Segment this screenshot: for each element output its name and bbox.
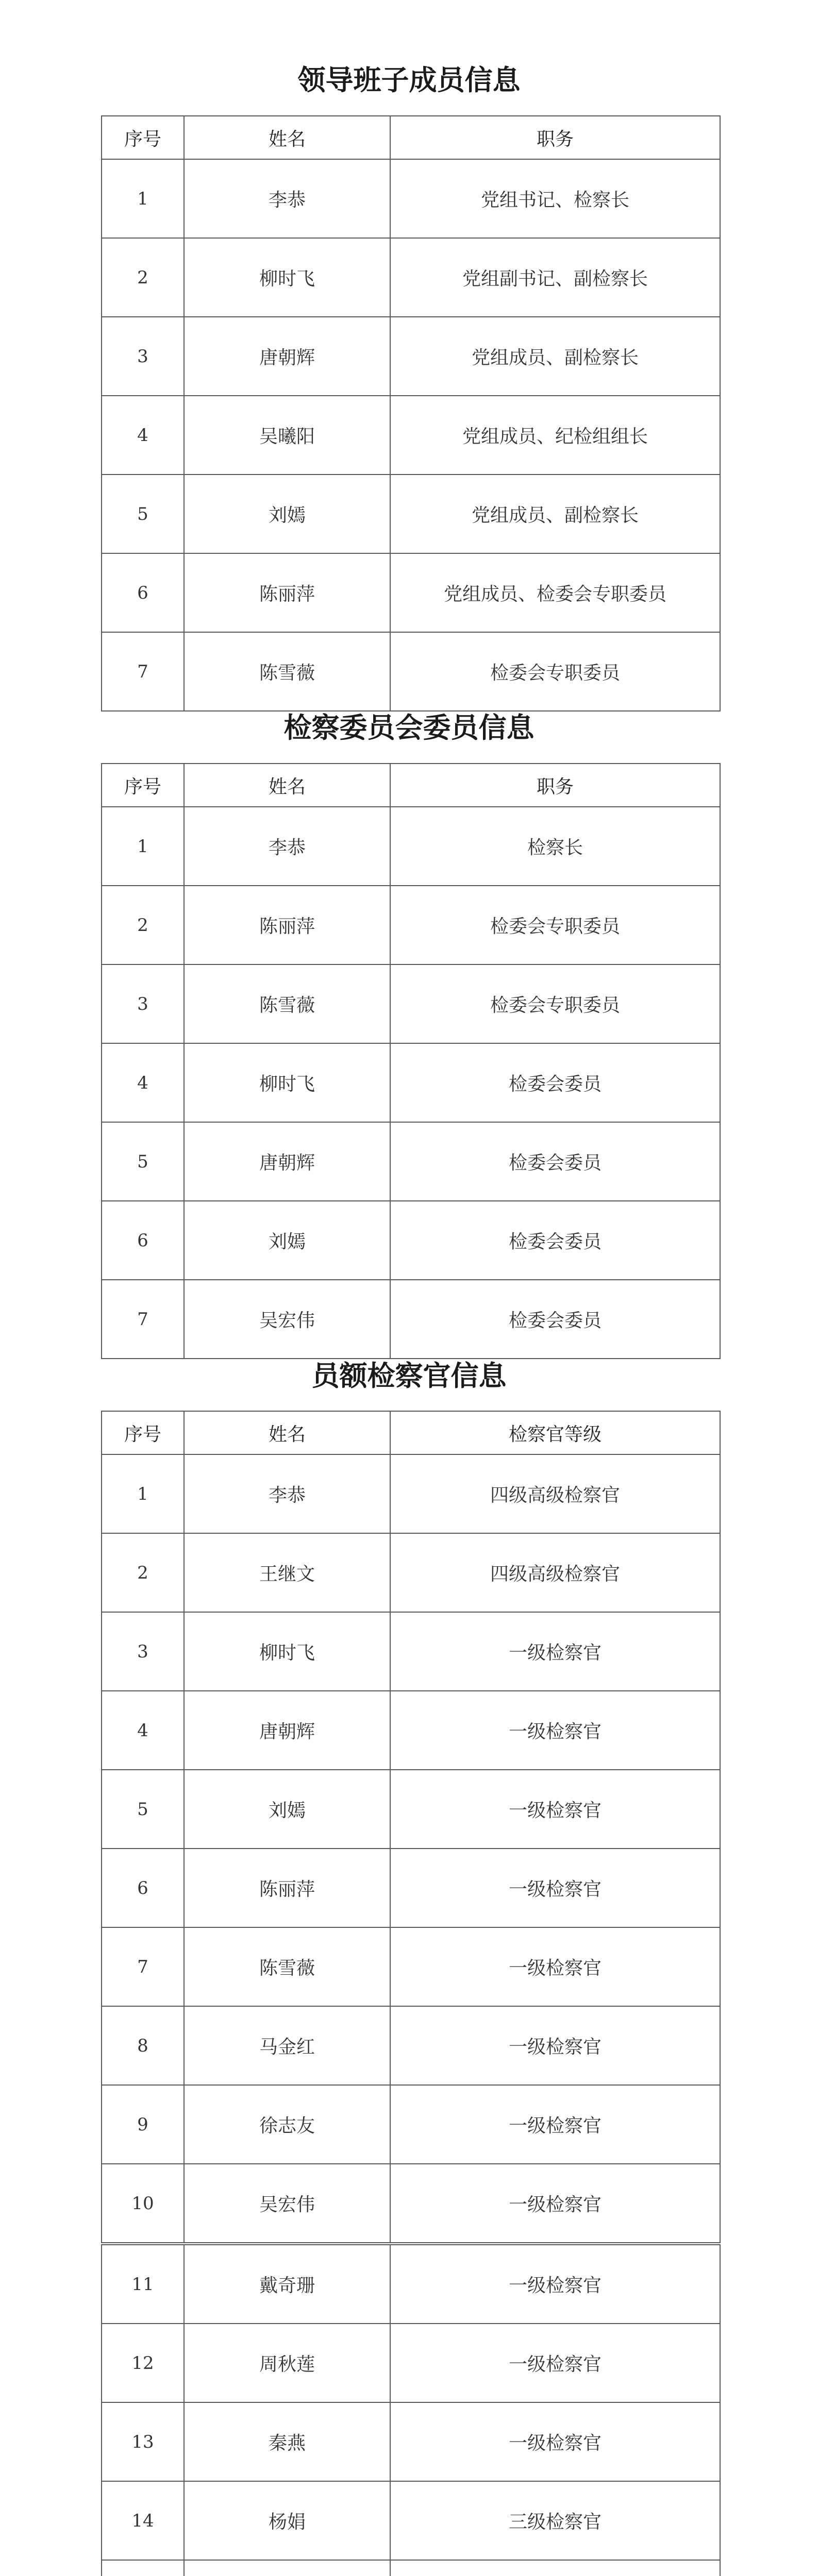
row-value: 党组成员、副检察长 [390,474,720,553]
header-grade: 检察官等级 [390,1411,720,1454]
row-name: 吴宏伟 [184,1280,390,1359]
row-value: 检委会委员 [390,1280,720,1359]
row-index: 9 [102,2085,184,2164]
section-title-prosecutors: 员额检察官信息 [311,1359,507,1392]
row-value: 检委会委员 [390,1043,720,1122]
table-row [102,1770,720,1849]
row-name: 马金红 [184,2006,390,2085]
row-index: 12 [102,2324,184,2402]
header-index: 序号 [102,764,184,807]
header-name: 姓名 [184,764,390,807]
table-row [102,2085,720,2164]
header-index: 序号 [102,116,184,159]
row-index: 7 [102,632,184,711]
table-row [102,1280,720,1359]
table-row [102,632,720,711]
row-value: 检委会委员 [390,1201,720,1280]
row-index: 3 [102,964,184,1043]
row-index: 14 [102,2481,184,2560]
row-name: 刘嫣 [184,474,390,553]
row-name: 陈雪薇 [184,632,390,711]
row-name: 李恭 [184,159,390,238]
row-index: 6 [102,1849,184,1927]
row-name: 吴宏伟 [184,2164,390,2244]
leadership-table [101,115,721,711]
row-value: 党组成员、检委会专职委员 [390,553,720,632]
row-index: 5 [102,1770,184,1849]
row-name: 陈雪薇 [184,1927,390,2006]
row-index: 7 [102,1280,184,1359]
row-value: 检委会专职委员 [390,964,720,1043]
row-value: 四级高级检察官 [390,1533,720,1612]
row-name: 徐志友 [184,2085,390,2164]
row-value: 党组书记、检察长 [390,159,720,238]
table-row [102,2244,720,2324]
row-value: 党组成员、纪检组组长 [390,396,720,474]
row-value: 一级检察官 [390,1927,720,2006]
table-row [102,474,720,553]
row-value: 检委会专职委员 [390,632,720,711]
table-row [102,1612,720,1691]
row-name: 陈丽萍 [184,886,390,964]
row-index: 7 [102,1927,184,2006]
prosecutors-table [101,1411,721,2576]
table-row [102,886,720,964]
row-index: 1 [102,807,184,886]
header-name: 姓名 [184,1411,390,1454]
section-title-committee: 检察委员会委员信息 [283,711,535,744]
row-name: 刘嫣 [184,1201,390,1280]
row-value: 一级检察官 [390,2085,720,2164]
row-value: 一级检察官 [390,2324,720,2402]
row-name: 吴曦阳 [184,396,390,474]
row-name: 周秋莲 [184,2324,390,2402]
row-name: 戴奇珊 [184,2244,390,2324]
row-name: 柳时飞 [184,1043,390,1122]
row-index: 1 [102,1454,184,1533]
row-value: 一级检察官 [390,2006,720,2085]
row-index: 3 [102,1612,184,1691]
row-value: 党组成员、副检察长 [390,317,720,396]
row-value: 四级高级检察官 [390,1454,720,1533]
table-row [102,1691,720,1770]
row-index: 1 [102,159,184,238]
row-value: 一级检察官 [390,2164,720,2244]
table-row [102,1201,720,1280]
header-position: 职务 [390,764,720,807]
row-index: 2 [102,886,184,964]
row-name: 李恭 [184,1454,390,1533]
row-name: 唐朝辉 [184,1691,390,1770]
table-header-row [102,764,720,807]
row-name: 王继文 [184,1533,390,1612]
row-index: 10 [102,2164,184,2244]
committee-table [101,763,721,1359]
row-name: 陈丽萍 [184,1849,390,1927]
row-index: 6 [102,1201,184,1280]
row-index: 13 [102,2402,184,2481]
table-row [102,396,720,474]
table-row [102,964,720,1043]
row-index: 2 [102,238,184,317]
table-header-row [102,1411,720,1454]
table-row [102,2324,720,2402]
table-row [102,238,720,317]
table-row [102,1927,720,2006]
row-name: 杨娟 [184,2481,390,2560]
table-row [102,1122,720,1201]
row-value: 一级检察官 [390,2244,720,2324]
row-name: 秦燕 [184,2402,390,2481]
header-name: 姓名 [184,116,390,159]
table-row [102,1533,720,1612]
row-index: 8 [102,2006,184,2085]
row-value: 一级检察官 [390,1691,720,1770]
row-value: 检察长 [390,807,720,886]
section-title-leadership: 领导班子成员信息 [297,63,521,96]
table-row [102,317,720,396]
table-row [102,807,720,886]
row-name: 陈雪薇 [184,964,390,1043]
row-index: 3 [102,317,184,396]
table-row [102,1454,720,1533]
row-value: 一级检察官 [390,1612,720,1691]
row-index: 11 [102,2244,184,2324]
row-value: 党组副书记、副检察长 [390,238,720,317]
header-index: 序号 [102,1411,184,1454]
row-value: 检委会专职委员 [390,886,720,964]
row-value [390,2560,720,2576]
table-row [102,2164,720,2244]
row-name: 柳时飞 [184,1612,390,1691]
row-name [184,2560,390,2576]
table-row [102,159,720,238]
table-row [102,1849,720,1927]
row-index [102,2560,184,2576]
row-index: 6 [102,553,184,632]
row-name: 唐朝辉 [184,1122,390,1201]
table-row [102,2006,720,2085]
table-row [102,2481,720,2560]
row-value: 一级检察官 [390,1770,720,1849]
row-name: 陈丽萍 [184,553,390,632]
row-name: 唐朝辉 [184,317,390,396]
row-value: 检委会委员 [390,1122,720,1201]
row-value: 一级检察官 [390,2402,720,2481]
table-header-row [102,116,720,159]
row-index: 4 [102,396,184,474]
row-index: 2 [102,1533,184,1612]
row-index: 4 [102,1043,184,1122]
row-index: 4 [102,1691,184,1770]
row-value: 一级检察官 [390,1849,720,1927]
row-name: 刘嫣 [184,1770,390,1849]
row-name: 李恭 [184,807,390,886]
row-value: 三级检察官 [390,2481,720,2560]
table-row [102,2402,720,2481]
table-row [102,1043,720,1122]
table-row [102,553,720,632]
row-name: 柳时飞 [184,238,390,317]
row-index: 5 [102,1122,184,1201]
header-position: 职务 [390,116,720,159]
table-row [102,2560,720,2576]
row-index: 5 [102,474,184,553]
